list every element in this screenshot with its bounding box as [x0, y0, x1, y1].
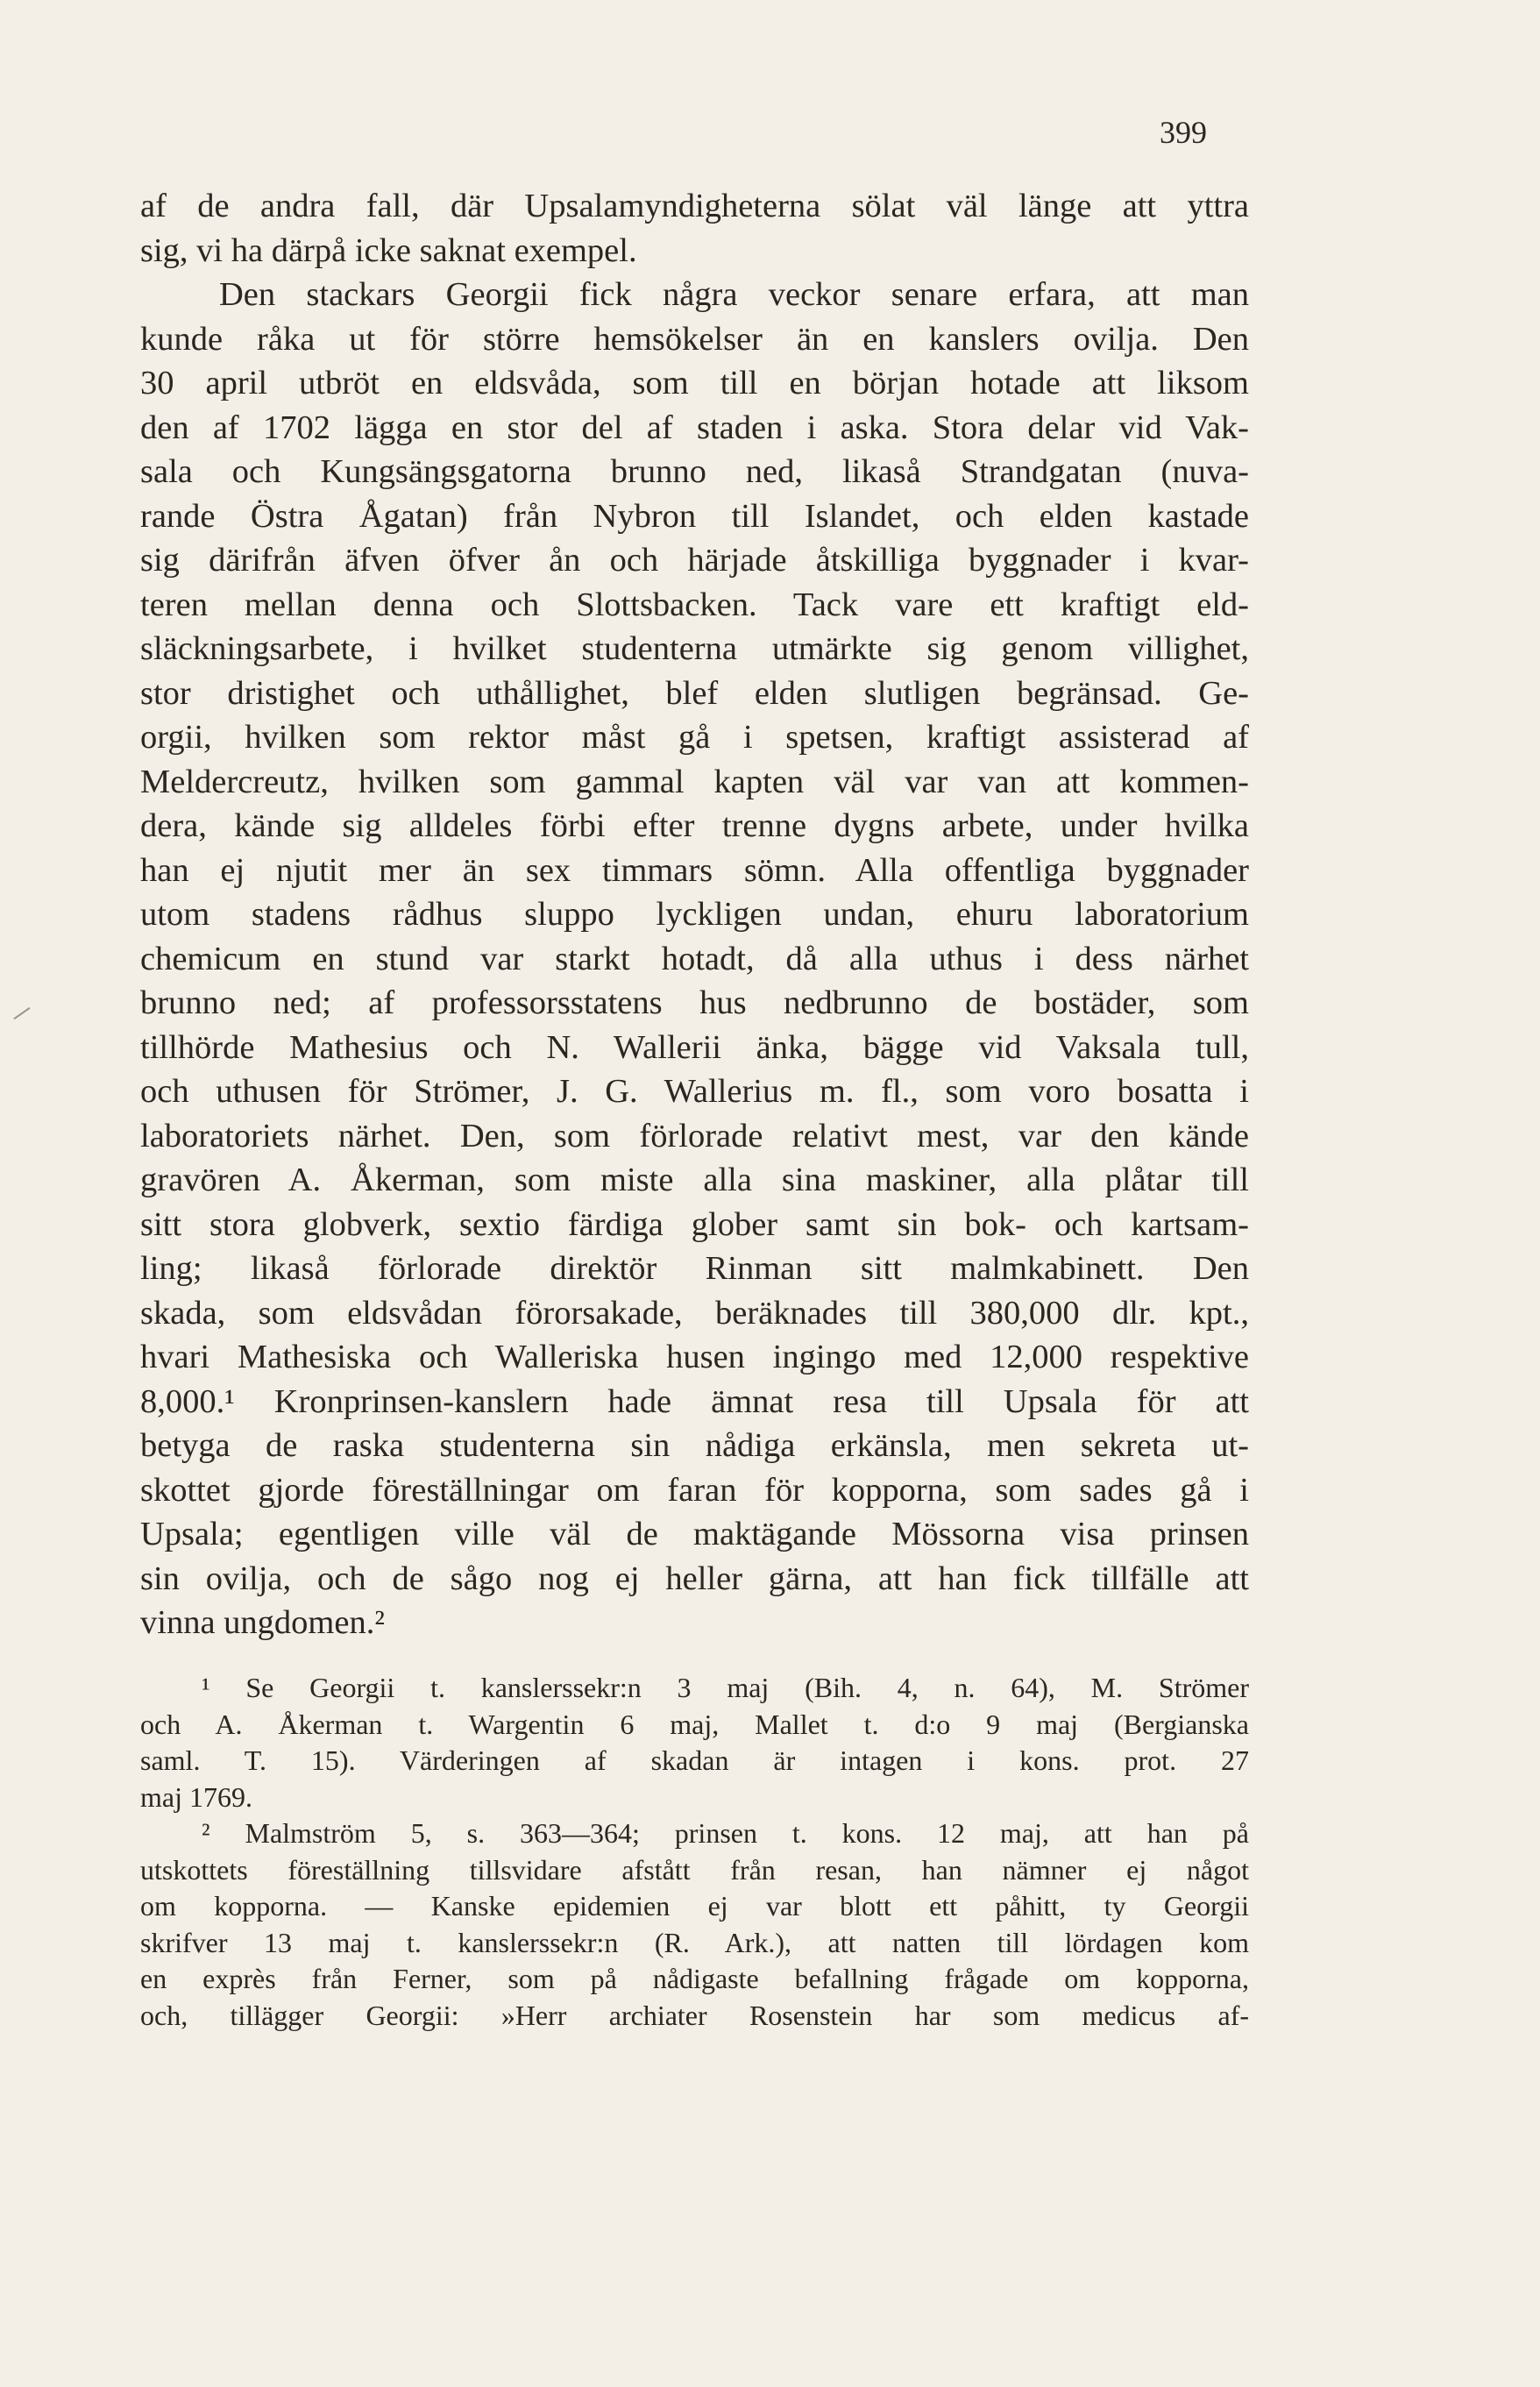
footnote-line: saml. T. 15). Värderingen af skadan är intagen i kons. prot. 27: [140, 1744, 1249, 1776]
margin-pencil-mark: [13, 1007, 30, 1019]
text-line: chemicum en stund var starkt hotadt, då alla uthus i dess närhet: [140, 940, 1249, 977]
footnotes: [140, 1670, 1249, 2034]
text-line: han ej njutit mer än sex timmars sömn. Alla offentliga byggnader: [140, 851, 1249, 889]
text-line: gravören A. Åkerman, som miste alla sina maskiner, alla plåtar till: [140, 1162, 1249, 1198]
footnote-line: om kopporna. — Kanske epidemien ej var blott ett påhitt, ty Georgii: [140, 1890, 1249, 1922]
text-line: och uthusen för Strömer, J. G. Wallerius m. fl., som voro bosatta i: [140, 1073, 1249, 1110]
text-line: rande Östra Ågatan) från Nybron till Islandet, och elden kastade: [140, 497, 1249, 535]
text-line: skada, som eldsvådan förorsakade, beräknades till 380,000 dlr. kpt.,: [140, 1294, 1249, 1332]
text-line: 8,000.¹ Kronprinsen-kanslern hade ämnat resa till Upsala för att: [140, 1382, 1249, 1420]
footnote-line: skrifver 13 maj t. kanslerssekr:n (R. Ark.), att natten till lördagen kom: [140, 1926, 1249, 1958]
footnote-line: maj 1769.: [140, 1780, 252, 1813]
text-line: 30 april utbröt en eldsvåda, som till en början hotade att liksom: [140, 365, 1249, 401]
text-line: teren mellan denna och Slottsbacken. Tack vare ett kraftigt eld-: [140, 586, 1249, 623]
text-line: sala och Kungsängsgatorna brunno ned, likaså Strandgatan (nuva-: [140, 453, 1249, 490]
text-line: orgii, hvilken som rektor måst gå i spetsen, kraftigt assisterad af: [140, 719, 1249, 756]
text-line: brunno ned; af professorsstatens hus nedbrunno de bostäder, som: [140, 984, 1249, 1021]
footnote-line: ¹ Se Georgii t. kanslerssekr:n 3 maj (Bih. 4, n. 64), M. Strömer: [202, 1672, 1249, 1703]
main-text: [140, 184, 1249, 1645]
text-line: af de andra fall, där Upsalamyndigheterna sölat väl länge att yttra: [140, 188, 1249, 224]
text-line: den af 1702 lägga en stor del af staden i aska. Stora delar vid Vak-: [140, 408, 1249, 446]
text-line: Den stackars Georgii fick några veckor senare erfara, att man: [219, 276, 1249, 313]
text-line: ling; likaså förlorade direktör Rinman sitt malmkabinett. Den: [140, 1250, 1249, 1287]
text-line: laboratoriets närhet. Den, som förlorade relativt mest, var den kände: [140, 1117, 1249, 1154]
footnote-line: en exprès från Ferner, som på nådigaste befallning frågade om kopporna,: [140, 1963, 1249, 1994]
text-line: tillhörde Mathesius och N. Wallerii änka, bägge vid Vaksala tull,: [140, 1028, 1249, 1066]
text-line: Meldercreutz, hvilken som gammal kapten väl var van att kommen-: [140, 763, 1249, 800]
text-line: vinna ungdomen.²: [140, 1604, 385, 1641]
text-line: sig därifrån äfven öfver ån och härjade åtskilliga byggnader i kvar-: [140, 542, 1249, 579]
text-line: betyga de raska studenterna sin nådiga erkänsla, men sekreta ut-: [140, 1427, 1249, 1464]
text-line: utom stadens rådhus sluppo lyckligen undan, ehuru laboratorium: [140, 896, 1249, 933]
footnote-line: och, tillägger Georgii: »Herr archiater Rosenstein har som medicus af-: [140, 1999, 1249, 2031]
text-line: sin ovilja, och de sågo nog ej heller gärna, att han fick tillfälle att: [140, 1559, 1249, 1597]
text-line: sig, vi ha därpå icke saknat exempel.: [140, 231, 637, 269]
text-line: sitt stora globverk, sextio färdiga glober samt sin bok- och kartsam-: [140, 1205, 1249, 1243]
text-line: dera, kände sig alldeles förbi efter trenne dygns arbete, under hvilka: [140, 807, 1249, 844]
page-number: 399: [1160, 115, 1207, 150]
footnote-line: ² Malmström 5, s. 363—364; prinsen t. kons. 12 maj, att han på: [202, 1817, 1249, 1849]
text-line: kunde råka ut för större hemsökelser än en kanslers ovilja. Den: [140, 320, 1249, 358]
footnote-line: och A. Åkerman t. Wargentin 6 maj, Mallet t. d:o 9 maj (Bergianska: [140, 1708, 1249, 1740]
text-line: hvari Mathesiska och Walleriska husen ingingo med 12,000 respektive: [140, 1339, 1249, 1375]
text-line: skottet gjorde föreställningar om faran för kopporna, som sades gå i: [140, 1471, 1249, 1509]
text-line: Upsala; egentligen ville väl de maktägande Mössorna visa prinsen: [140, 1516, 1249, 1552]
text-line: släckningsarbete, i hvilket studenterna utmärkte sig genom villighet,: [140, 630, 1249, 667]
text-line: stor dristighet och uthållighet, blef elden slutligen begränsad. Ge-: [140, 674, 1249, 712]
footnote-line: utskottets föreställning tillsvidare afstått från resan, han nämner ej något: [140, 1853, 1249, 1886]
